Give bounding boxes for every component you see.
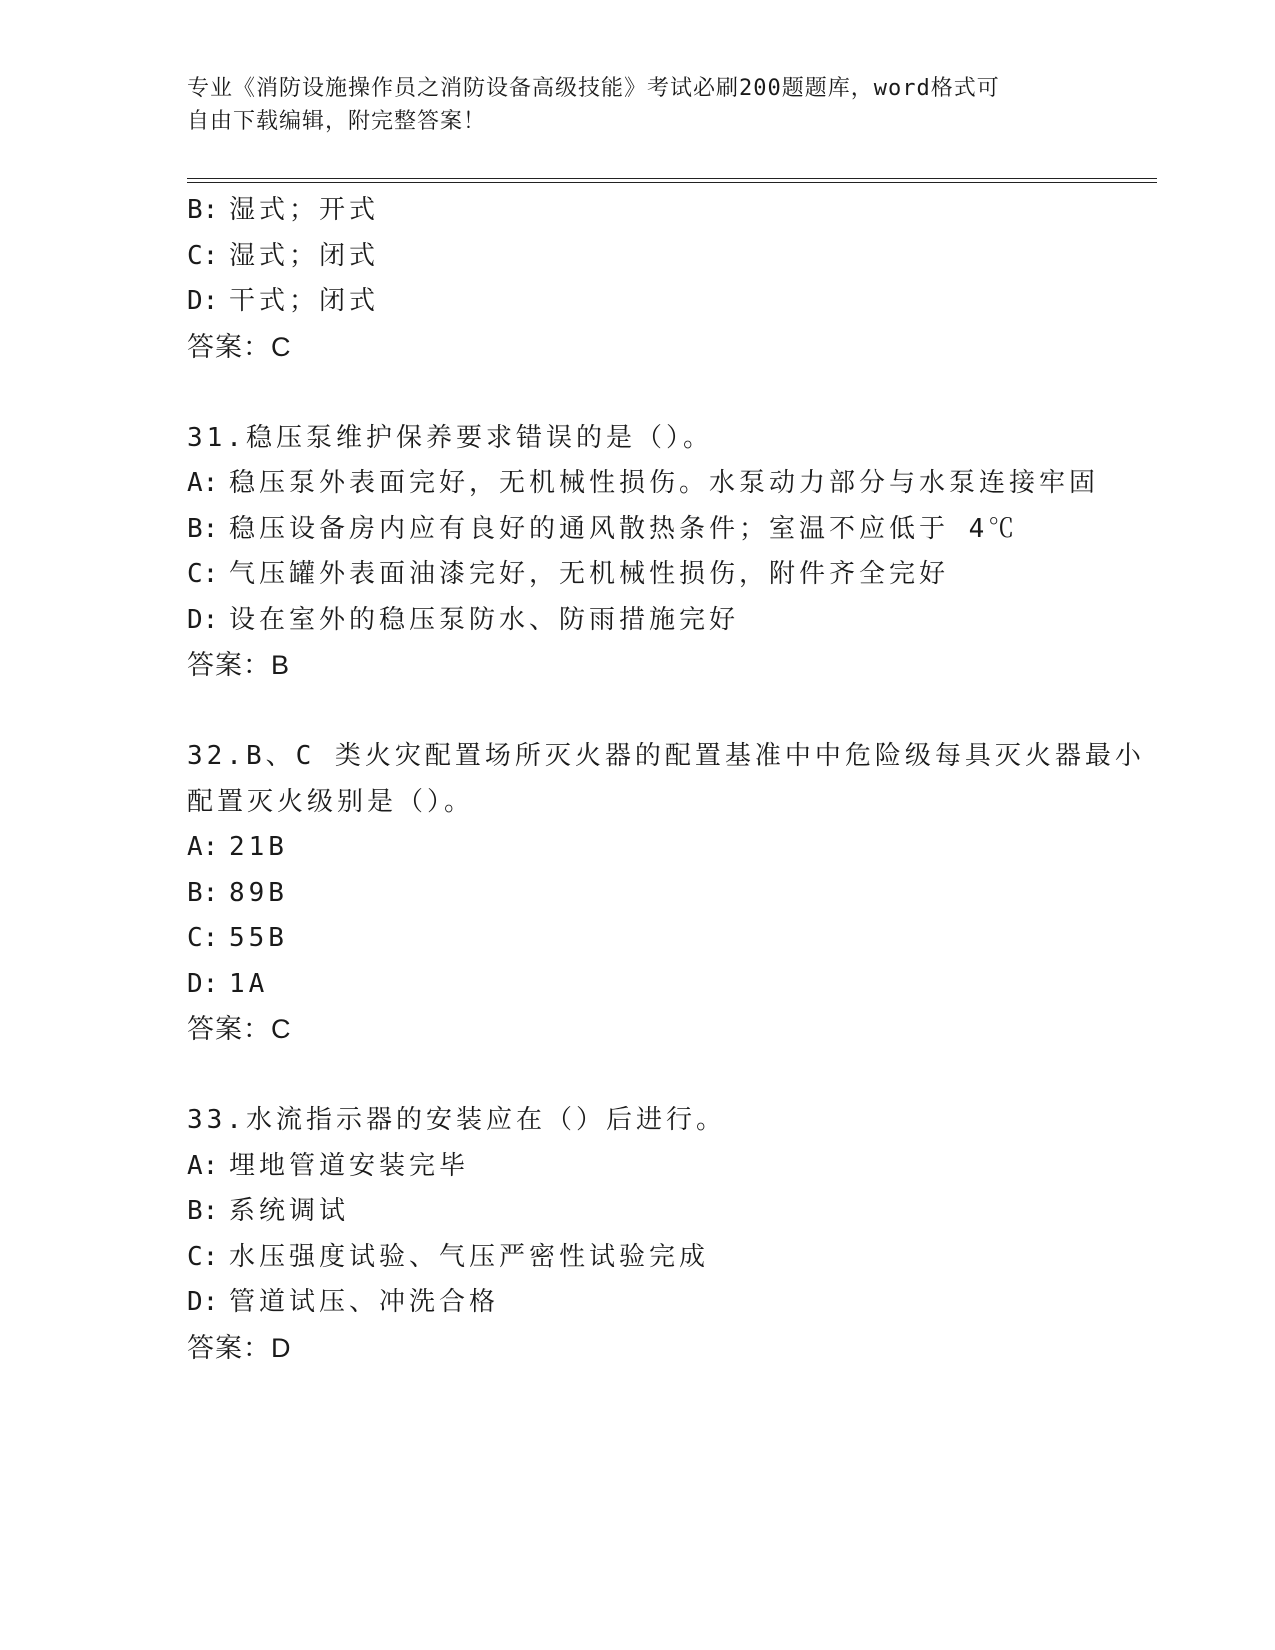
question-text: 33.水流指示器的安装应在（）后进行。 bbox=[187, 1105, 726, 1135]
option-d: D: 干式；闭式 bbox=[187, 286, 380, 316]
question-text-line-1: 32.B、C 类火灾配置场所灭火器的配置基准中中危险级每具灭火器最小 bbox=[187, 741, 1145, 771]
option-b: B: 稳压设备房内应有良好的通风散热条件；室温不应低于 4℃ bbox=[187, 513, 1019, 544]
question-32 bbox=[187, 734, 1145, 1053]
option-a: A: 21B bbox=[187, 832, 288, 862]
document-header bbox=[187, 72, 1067, 138]
option-a: A: 埋地管道安装完毕 bbox=[187, 1150, 470, 1181]
answer-line: 答案：C bbox=[187, 1014, 292, 1044]
question-text: 31.稳压泵维护保养要求错误的是（）。 bbox=[187, 422, 713, 453]
header-line-1: 专业《消防设施操作员之消防设备高级技能》考试必刷200题题库，word格式可 bbox=[187, 76, 1000, 101]
question-text-line-2: 配置灭火级别是（）。 bbox=[187, 786, 475, 817]
option-c: C: 气压罐外表面油漆完好，无机械性损伤，附件齐全完好 bbox=[187, 559, 950, 589]
answer-line: 答案：B bbox=[187, 650, 291, 680]
question-31 bbox=[187, 416, 1137, 689]
option-d: D: 设在室外的稳压泵防水、防雨措施完好 bbox=[187, 604, 740, 635]
spacer bbox=[187, 370, 1137, 416]
answer-line: 答案：C bbox=[187, 331, 292, 362]
question-list bbox=[187, 188, 1145, 1371]
option-c: C: 55B bbox=[187, 923, 288, 953]
option-b: B: 89B bbox=[187, 877, 288, 908]
option-c: C: 湿式；闭式 bbox=[187, 240, 380, 271]
option-c: C: 水压强度试验、气压严密性试验完成 bbox=[187, 1241, 710, 1272]
option-d: D: 管道试压、冲洗合格 bbox=[187, 1287, 500, 1317]
header-line-2: 自由下载编辑，附完整答案！ bbox=[187, 109, 487, 134]
option-d: D: 1A bbox=[187, 968, 269, 999]
option-b: B: 湿式；开式 bbox=[187, 195, 380, 225]
header-divider bbox=[187, 178, 1157, 183]
answer-line: 答案：D bbox=[187, 1332, 292, 1363]
question-33 bbox=[187, 1098, 1137, 1371]
question-30-tail bbox=[187, 188, 1137, 370]
option-b: B: 系统调试 bbox=[187, 1196, 350, 1226]
spacer bbox=[187, 1053, 1137, 1099]
option-a: A: 稳压泵外表面完好，无机械性损伤。水泵动力部分与水泵连接牢固 bbox=[187, 468, 1100, 498]
spacer bbox=[187, 689, 1137, 735]
